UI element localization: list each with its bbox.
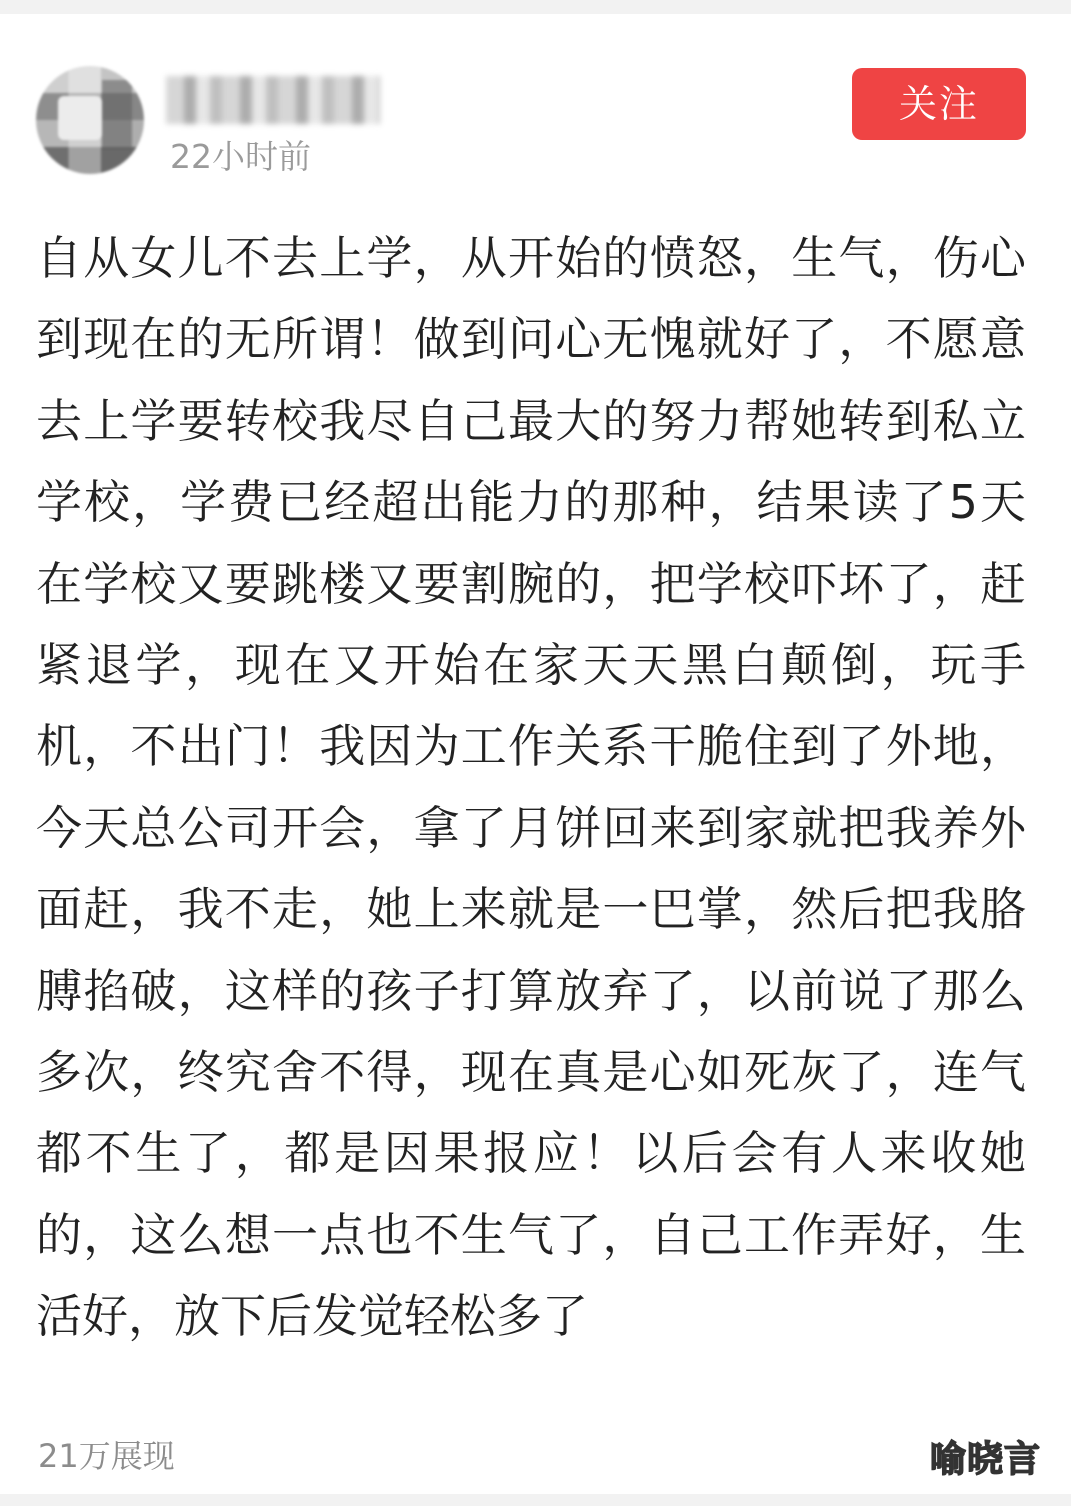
post-body: 自从女儿不去上学，从开始的愤怒，生气，伤心到现在的无所谓！做到问心无愧就好了，不愿意去上学要转校我尽自己最大的努力帮她转到私立学校，学费已经超出能力的那种，结果读了5天在学校又要跳楼又要割腕的，把学校吓坏了，赶紧退学，现在又开始在家天天黑白颠倒，玩手机，不出门！我因为工作关系干脆住到了外地，今天总公司开会，拿了月饼回来到家就把我养外面赶，我不走，她上来就是一巴掌，然后把我胳膊掐破，这样的孩子打算放弃了，以前说了那么多次，终究舍不得，现在真是心如死灰了，连气都不生了，都是因果报应！以后会有人来收她的，这么想一点也不生气了，自己工作弄好，生活好，放下后发觉轻松多了 bbox=[36, 231, 1026, 1344]
avatar[interactable] bbox=[36, 66, 144, 174]
view-count: 21万展现 bbox=[38, 1437, 175, 1475]
watermark: 喻晓言 bbox=[930, 1439, 1042, 1480]
follow-button[interactable]: 关注 bbox=[852, 68, 1026, 140]
post-card bbox=[0, 14, 1071, 1494]
username-blurred[interactable] bbox=[166, 76, 380, 124]
post-time: 22小时前 bbox=[170, 137, 311, 176]
